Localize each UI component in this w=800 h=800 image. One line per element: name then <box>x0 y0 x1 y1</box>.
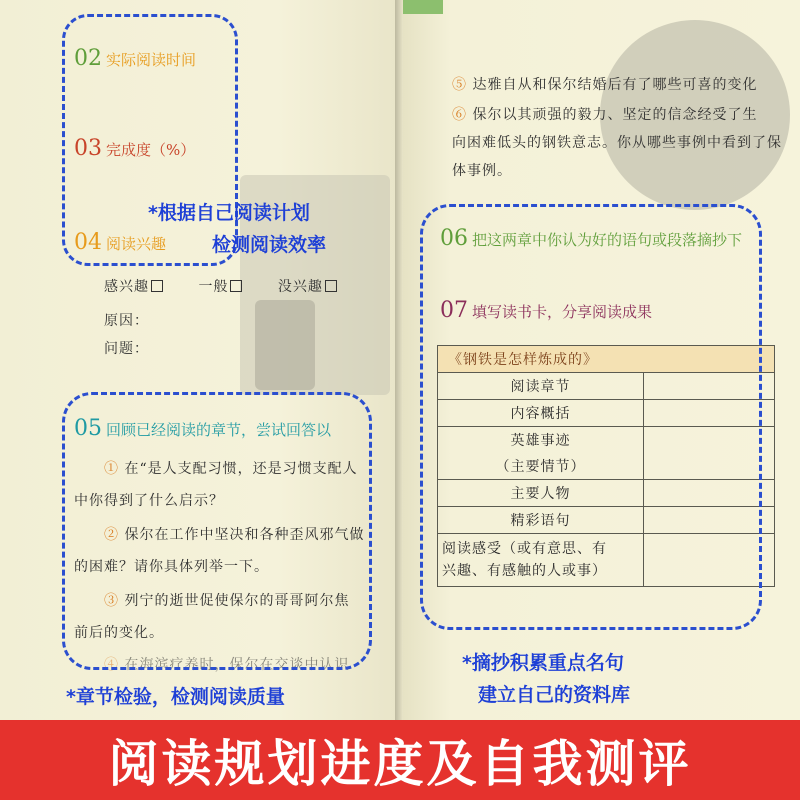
table-label: 英雄事迹 <box>438 427 644 454</box>
checkbox[interactable] <box>230 280 242 292</box>
table-label-line: 兴趣、有感触的人或事） <box>442 563 607 579</box>
question-text: 保尔以其顽强的毅力、坚定的信念经受了生 <box>472 107 758 123</box>
callout-excerpt: *摘抄积累重点名句 <box>462 652 624 674</box>
question-5 <box>452 74 757 94</box>
bleed-through-image <box>255 300 315 390</box>
question-1-line-2: 中你得到了什么启示？ <box>74 493 224 509</box>
section-number: 02 <box>74 46 102 71</box>
checkbox[interactable] <box>151 280 163 292</box>
callout-reading-efficiency: 检测阅读效率 <box>212 234 327 256</box>
section-title: 实际阅读时间 <box>106 51 197 69</box>
question-text: 保尔在工作中坚决和各种歪风邪气做 <box>124 527 365 543</box>
interest-options <box>104 276 337 296</box>
banner-title: 阅读规划进度及自我测评 <box>108 735 692 793</box>
question-number: ④ <box>104 657 119 673</box>
green-page-strip <box>403 0 443 14</box>
bottom-banner <box>0 720 800 800</box>
question-3-line-2: 前后的变化。 <box>74 625 164 641</box>
question-text: 在海滨疗养时，保尔在交谈中认识 <box>124 657 350 673</box>
option-not-interested: 没兴趣 <box>277 279 323 295</box>
question-number: ⑤ <box>452 77 467 93</box>
option-interested: 感兴趣 <box>104 279 149 295</box>
question-number: ⑥ <box>452 107 467 123</box>
highlight-box-chapter-review <box>62 392 372 670</box>
question-6-line-2: 向困难低头的钢铁意志。你从哪些事例中看到了保 <box>452 135 782 151</box>
question-text: 在“是人支配习惯，还是习惯支配人 <box>124 461 358 477</box>
section-title: 填写读书卡，分享阅读成果 <box>472 303 653 321</box>
table-header: 《钢铁是怎样炼成的》 <box>438 346 775 373</box>
question-2-line-2: 的困难？请你具体列举一下。 <box>74 559 269 575</box>
table-label: 内容概括 <box>438 400 644 427</box>
section-title: 回顾已经阅读的章节，尝试回答以 <box>106 421 332 439</box>
section-number: 06 <box>440 226 468 251</box>
section-title: 阅读兴趣 <box>106 235 167 253</box>
checkbox[interactable] <box>325 280 337 292</box>
reason-label: 原因： <box>104 313 149 329</box>
section-title: 完成度（%） <box>106 141 196 159</box>
question-6-line-3: 体事例。 <box>452 163 512 179</box>
table-label: 精彩语句 <box>438 507 644 534</box>
question-text: 达雅自从和保尔结婚后有了哪些可喜的变化 <box>472 77 758 93</box>
table-label: 主要人物 <box>438 480 644 507</box>
callout-reading-plan: *根据自己阅读计划 <box>148 202 310 224</box>
question-number: ③ <box>104 593 119 609</box>
section-number: 03 <box>74 136 102 161</box>
section-number: 04 <box>74 230 102 255</box>
question-number: ② <box>104 527 119 543</box>
section-title: 把这两章中你认为好的语句或段落摘抄下 <box>472 231 743 249</box>
highlight-box-notes <box>420 204 762 630</box>
section-number: 07 <box>440 298 468 323</box>
question-text: 列宁的逝世促使保尔的哥哥阿尔焦 <box>124 593 350 609</box>
question-6-line-1 <box>452 104 757 124</box>
option-neutral: 一般 <box>198 279 229 295</box>
book-gutter <box>395 0 403 720</box>
table-label: （主要情节） <box>438 453 644 480</box>
highlight-box-reading-plan <box>62 14 238 266</box>
callout-library: 建立自己的资料库 <box>478 684 631 706</box>
question-number: ① <box>104 461 119 477</box>
question-label: 问题： <box>104 341 149 357</box>
table-label-line: 阅读感受（或有意思、有 <box>442 541 607 557</box>
section-number: 05 <box>74 416 102 441</box>
table-label: 阅读章节 <box>438 373 644 400</box>
callout-chapter-check: *章节检验，检测阅读质量 <box>66 686 285 708</box>
